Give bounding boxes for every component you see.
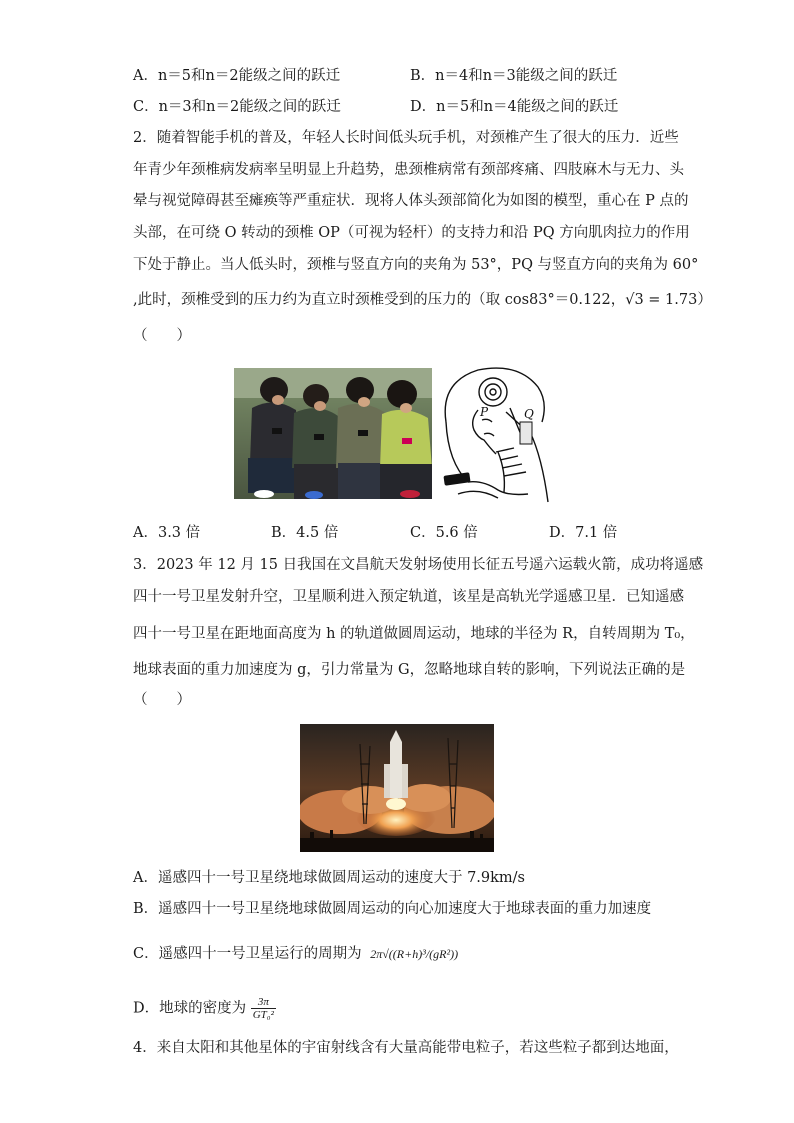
phone-users-photo <box>234 368 432 499</box>
label-q: Q <box>524 407 534 421</box>
q3-line-2: 四十一号卫星发射升空，卫星顺利进入预定轨道，该星是高轨光学遥感卫星．已知遥感 <box>133 589 684 605</box>
neck-model-drawing <box>438 362 560 506</box>
q1-option-c: C．n＝3和n＝2能级之间的跃迁 <box>133 99 341 115</box>
phone-users-illustration <box>234 368 432 499</box>
q2-line-7: （ ） <box>133 328 191 344</box>
q2-line-5: 下处于静止。当人低头时，颈椎与竖直方向的夹角为 53°，PQ 与竖直方向的夹角为 60° <box>133 257 699 273</box>
q3-option-c-text: C．遥感四十一号卫星运行的周期为 <box>133 946 362 962</box>
q1-option-b: B．n＝4和n＝3能级之间的跃迁 <box>410 68 618 84</box>
label-p: P <box>480 405 489 419</box>
q3-line-3: 四十一号卫星在距地面高度为 h 的轨道做圆周运动，地球的半径为 R，自转周期为 T₀， <box>133 626 695 642</box>
q4-line-1: 4．来自太阳和其他星体的宇宙射线含有大量高能带电粒子，若这些粒子都到达地面， <box>133 1040 679 1056</box>
q3-option-d-text: D．地球的密度为 <box>133 1000 247 1017</box>
q1-option-d: D．n＝5和n＝4能级之间的跃迁 <box>410 99 619 115</box>
q2-line-1: 2．随着智能手机的普及，年轻人长时间低头玩手机，对颈椎产生了很大的压力．近些 <box>133 130 679 146</box>
q2-option-a: A．3.3 倍 <box>133 525 201 541</box>
q3-line-1: 3．2023 年 12 月 15 日我国在文昌航天发射场使用长征五号遥六运载火箭，成功将遥感 <box>133 557 704 573</box>
density-formula <box>251 996 276 1021</box>
density-denominator: GT₀² <box>252 1009 274 1021</box>
q3-option-c <box>133 944 458 964</box>
rocket-launch-illustration <box>300 724 494 852</box>
q3-option-b: B．遥感四十一号卫星绕地球做圆周运动的向心加速度大于地球表面的重力加速度 <box>133 901 652 917</box>
q2-line-6: ,此时，颈椎受到的压力约为直立时颈椎受到的压力的（取 cos83°＝0.122，√3 = 1.73） <box>133 292 712 308</box>
q3-option-a: A．遥感四十一号卫星绕地球做圆周运动的速度大于 7.9km/s <box>133 870 526 886</box>
q3-line-5: （ ） <box>133 692 191 708</box>
q3-option-d <box>133 996 276 1021</box>
q2-option-c: C．5.6 倍 <box>410 525 478 541</box>
period-formula: 2π√((R+h)³/(gR²)) <box>370 947 459 961</box>
neck-model-figure <box>438 362 560 506</box>
q2-line-4: 头部，在可绕 O 转动的颈椎 OP（可视为轻杆）的支持力和沿 PQ 方向肌肉拉力的作用 <box>133 225 690 241</box>
q2-option-b: B．4.5 倍 <box>271 525 339 541</box>
density-numerator: 3π <box>251 996 276 1009</box>
q3-line-4: 地球表面的重力加速度为 g，引力常量为 G，忽略地球自转的影响，下列说法正确的是 <box>133 662 686 678</box>
q1-option-a: A．n＝5和n＝2能级之间的跃迁 <box>133 68 341 84</box>
rocket-launch-photo <box>300 724 494 852</box>
q2-line-2: 年青少年颈椎病发病率呈明显上升趋势，患颈椎病常有颈部疼痛、四肢麻木与无力、头 <box>133 162 684 178</box>
q2-line-3: 晕与视觉障碍甚至瘫痪等严重症状．现将人体头颈部简化为如图的模型，重心在 P 点的 <box>133 193 689 209</box>
q2-option-d: D．7.1 倍 <box>549 525 618 541</box>
